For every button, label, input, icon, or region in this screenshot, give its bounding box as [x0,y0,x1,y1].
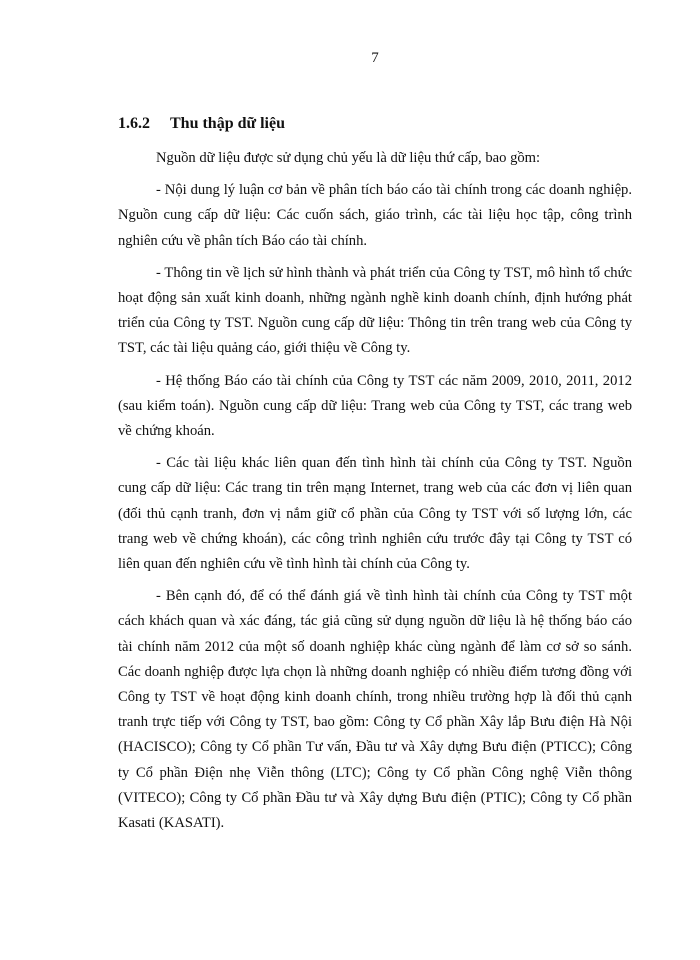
section-number: 1.6.2 [118,115,150,132]
paragraph-theory-sources: - Nội dung lý luận cơ bản về phân tích báo cáo tài chính trong các doanh nghiệp. Nguồn cung cấp dữ liệu: Các cuốn sách, giáo trình, các tài liệu học tập, công trình nghiên cứu về phân tích Báo cáo tài chính. [118,182,632,249]
paragraph-financial-reports: - Hệ thống Báo cáo tài chính của Công ty TST các năm 2009, 2010, 2011, 2012 (sau kiểm toán). Nguồn cung cấp dữ liệu: Trang web của Công ty TST, các trang web về chứng khoán. [118,372,632,440]
paragraph-company-history: - Thông tin về lịch sử hình thành và phát triển của Công ty TST, mô hình tổ chức hoạt động sản xuất kinh doanh, những ngành nghề kinh doanh chính, định hướng phát triển của Công ty TST. Nguồn cung cấp dữ liệu: Thông tin trên trang web của Công ty TST, các tài liệu quảng cáo, giới thiệu về Công ty. [118,264,632,357]
page-number: 7 [371,50,379,66]
paragraph-intro: Nguồn dữ liệu được sử dụng chủ yếu là dữ liệu thứ cấp, bao gồm: [156,150,541,166]
section-heading [118,112,632,136]
section-title: Thu thập dữ liệu [170,115,285,132]
paragraph-comparison-companies: - Bên cạnh đó, để có thể đánh giá về tình hình tài chính của Công ty TST một cách khách quan và xác đáng, tác giả cũng sử dụng nguồn dữ liệu là hệ thống báo cáo tài chính năm 2012 của một số doanh nghiệp khác cùng ngành để làm cơ sở so sánh. Các doanh nghiệp được lựa chọn là những doanh nghiệp có nhiều điểm tương đồng với Công ty TST về hoạt động kinh doanh chính, trong nhiều trường hợp là đối thủ cạnh tranh trực tiếp với Công ty TST, bao gồm: Công ty Cổ phần Xây lắp Bưu điện Hà Nội (HACISCO); Công ty Cổ phần Tư vấn, Đầu tư và Xây dựng Bưu điện (PTICC); Công ty Cổ phần Điện nhẹ Viễn thông (LTC); Công ty Cổ phần Công nghệ Viễn thông (VITECO); Công ty Cổ phần Đầu tư và Xây dựng Bưu điện (PTIC); Công ty Cổ phần Kasati (KASATI). [118,588,632,832]
paragraph-other-documents: - Các tài liệu khác liên quan đến tình hình tài chính của Công ty TST. Nguồn cung cấp dữ liệu: Các trang tin trên mạng Internet, trang web của các đơn vị liên quan (đối thủ cạnh tranh, đơn vị nắm giữ cổ phần của Công ty TST với số lượng lớn, các trang web về chứng khoán), các công trình nghiên cứu trước đây tại Công ty TST có liên quan đến nghiên cứu về tình hình tài chính của Công ty. [118,455,632,573]
page-content [118,112,632,843]
